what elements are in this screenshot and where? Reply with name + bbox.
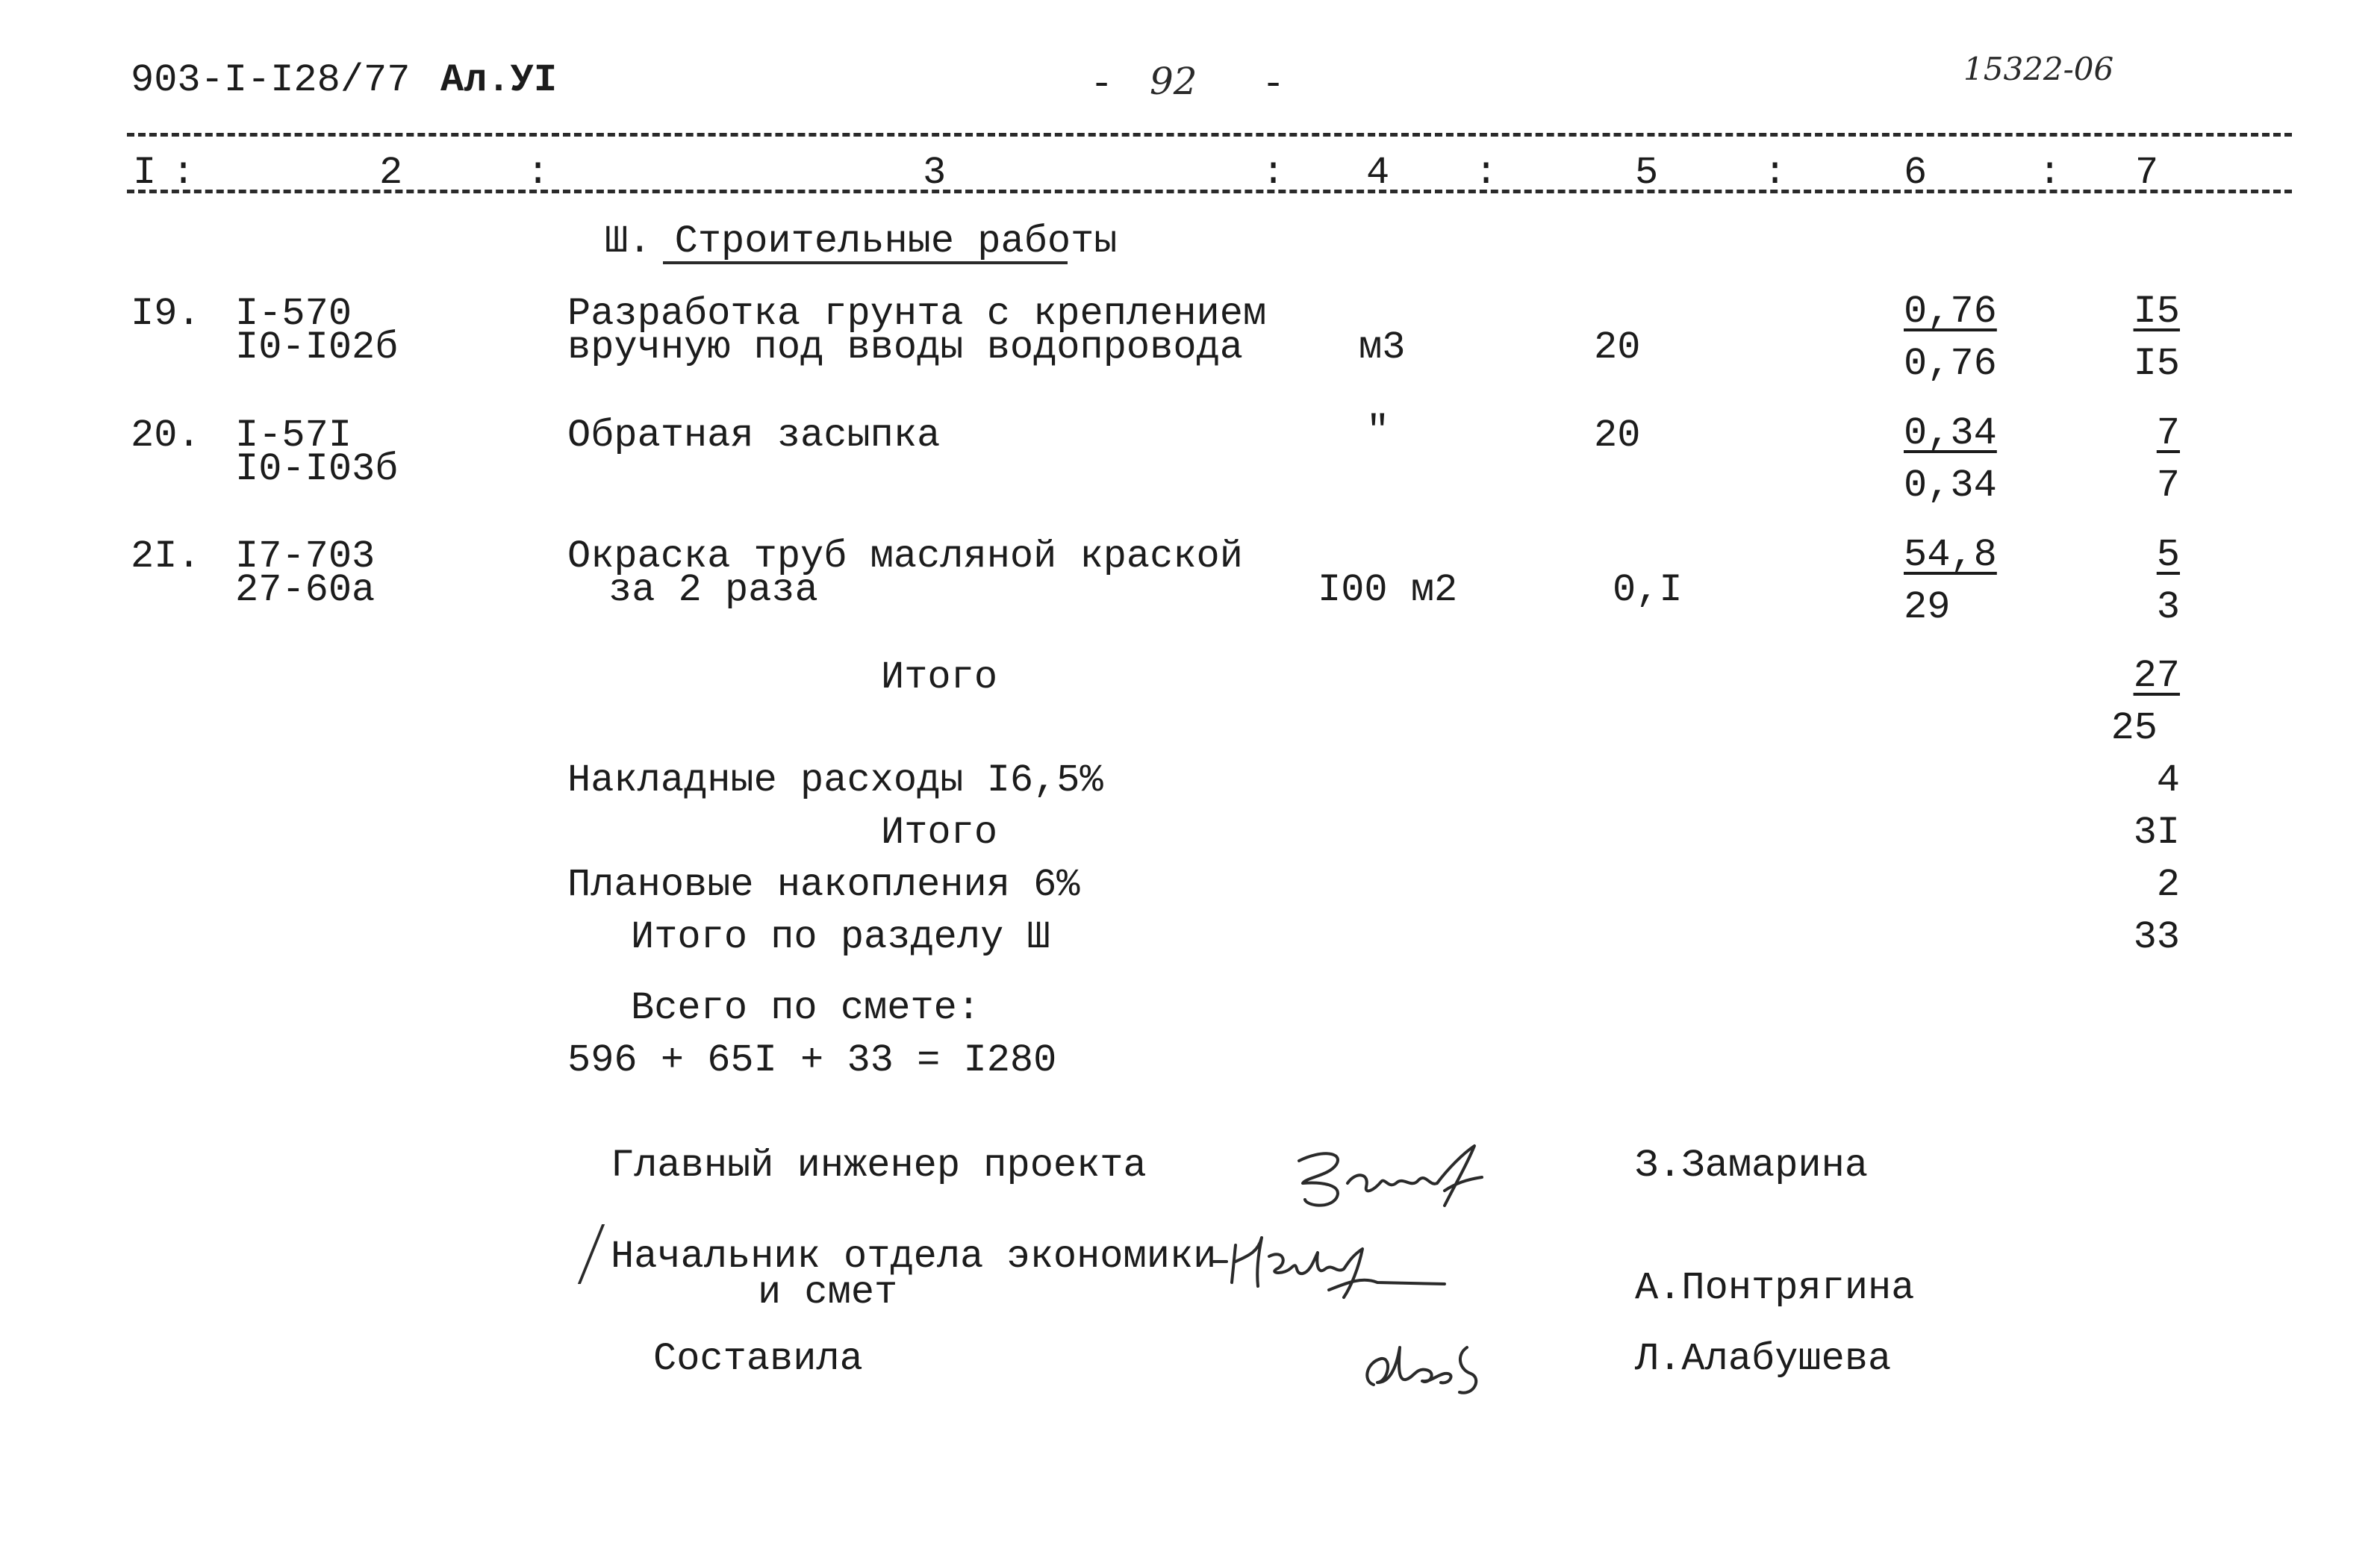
section-title-underline bbox=[663, 261, 1068, 264]
table-header-dashed-rule bbox=[127, 190, 2292, 193]
column-header-3: 3 bbox=[923, 151, 947, 195]
cost-total: 5 bbox=[2156, 533, 2180, 577]
grand-total-label: Всего по смете: bbox=[631, 986, 981, 1030]
handwritten-signature bbox=[1355, 1329, 1504, 1403]
unit-ditto-mark: " bbox=[1366, 409, 1390, 453]
column-separator: : bbox=[526, 151, 550, 195]
norm-code: I-570 bbox=[235, 292, 352, 336]
page-number-dash-left: - bbox=[1090, 63, 1114, 107]
subtotal-2-value: 3I bbox=[2133, 811, 2180, 855]
norm-code: I0-I03б bbox=[235, 447, 399, 491]
column-separator: : bbox=[2038, 151, 2062, 195]
column-separator: : bbox=[172, 151, 196, 195]
cost-wages: I5 bbox=[2133, 342, 2180, 386]
work-description: за 2 раза bbox=[608, 568, 818, 612]
cost-total: I5 bbox=[2133, 290, 2180, 334]
column-separator: : bbox=[1474, 151, 1498, 195]
signatory-name: А.Понтрягина bbox=[1635, 1266, 1915, 1310]
signatory-name: Л.Алабушева bbox=[1635, 1337, 1892, 1381]
page-number-dash-right: - bbox=[1262, 63, 1286, 107]
section-total-value: 33 bbox=[2133, 915, 2180, 959]
signatory-role: Главный инженер проекта bbox=[611, 1144, 1147, 1188]
signatory-role: Начальник отдела экономики bbox=[611, 1235, 1217, 1279]
column-separator: : bbox=[1262, 151, 1286, 195]
norm-code: I0-I02б bbox=[235, 325, 399, 370]
cost-wages: 7 bbox=[2156, 464, 2180, 508]
column-header-6: 6 bbox=[1904, 151, 1928, 195]
unit-price-wages: 0,76 bbox=[1904, 342, 1997, 386]
overhead-label: Накладные расходы I6,5% bbox=[567, 758, 1103, 802]
quantity: 0,I bbox=[1613, 568, 1683, 612]
signatory-role: и смет bbox=[758, 1271, 898, 1315]
work-description: вручную под вводы водопровода bbox=[567, 325, 1243, 370]
handwritten-signature bbox=[1292, 1131, 1493, 1221]
column-header-7: 7 bbox=[2135, 151, 2159, 195]
norm-code: 27-60а bbox=[235, 568, 376, 612]
column-header-4: 4 bbox=[1366, 151, 1390, 195]
column-header-1: I bbox=[133, 151, 157, 195]
subtotal-wages: 25 bbox=[2110, 706, 2158, 750]
work-description: Обратная засыпка bbox=[567, 414, 941, 458]
cost-wages: 3 bbox=[2156, 585, 2180, 629]
section-total-label: Итого по разделу Ш bbox=[631, 915, 1050, 959]
unit-of-measure: м3 bbox=[1359, 325, 1406, 370]
unit-price-total: 0,34 bbox=[1904, 411, 1997, 455]
document-code: 903-I-I28/77 bbox=[131, 58, 411, 102]
grand-total-formula: 596 + 65I + 33 = I280 bbox=[567, 1038, 1057, 1082]
table-top-dashed-rule bbox=[127, 133, 2292, 137]
unit-price-total: 0,76 bbox=[1904, 290, 1997, 334]
section-title: Ш. Строительные работы bbox=[605, 219, 1118, 264]
archive-stamp-number: 15322-06 bbox=[1963, 51, 2114, 87]
subtotal-total: 27 bbox=[2133, 654, 2180, 698]
unit-price-total: 54,8 bbox=[1904, 533, 1997, 577]
unit-price-wages: 29 bbox=[1904, 585, 1951, 629]
work-description: Окраска труб масляной краской bbox=[567, 534, 1243, 579]
column-header-2: 2 bbox=[379, 151, 403, 195]
work-description: Разработка грунта с креплением bbox=[567, 292, 1267, 336]
signatory-role: Составила bbox=[653, 1337, 863, 1381]
row-number: I9. bbox=[131, 292, 201, 336]
overhead-value: 4 bbox=[2156, 758, 2180, 802]
quantity: 20 bbox=[1594, 414, 1641, 458]
signature-margin-mark bbox=[578, 1224, 605, 1284]
norm-code: I-57I bbox=[235, 414, 352, 458]
subtotal-2-label: Итого bbox=[881, 811, 998, 855]
page-number: 92 bbox=[1150, 60, 1197, 103]
cost-total: 7 bbox=[2156, 411, 2180, 455]
quantity: 20 bbox=[1594, 325, 1641, 370]
column-separator: : bbox=[1763, 151, 1787, 195]
row-number: 20. bbox=[131, 414, 201, 458]
planned-savings-label: Плановые накопления 6% bbox=[567, 863, 1080, 907]
subtotal-label: Итого bbox=[881, 655, 998, 699]
planned-savings-value: 2 bbox=[2156, 863, 2180, 907]
unit-of-measure: I00 м2 bbox=[1318, 568, 1458, 612]
signatory-name: З.Замарина bbox=[1635, 1144, 1869, 1188]
unit-price-wages: 0,34 bbox=[1904, 464, 1997, 508]
column-header-5: 5 bbox=[1635, 151, 1659, 195]
album-number: Ал.УI bbox=[440, 58, 558, 102]
handwritten-signature bbox=[1206, 1215, 1452, 1305]
norm-code: I7-703 bbox=[235, 534, 376, 579]
row-number: 2I. bbox=[131, 534, 201, 579]
